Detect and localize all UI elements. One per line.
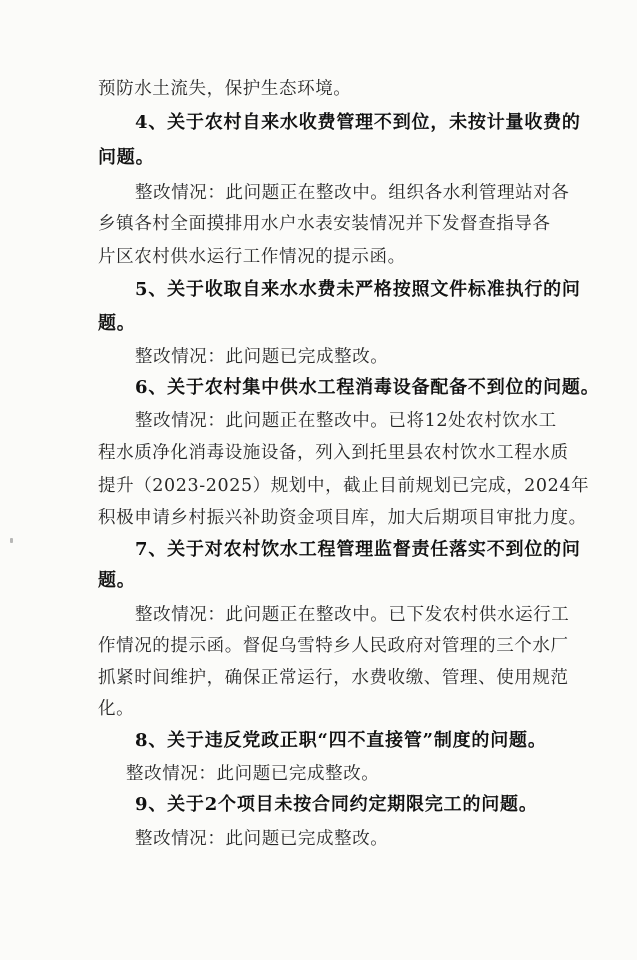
paragraph-line: 程水质净化消毒设施设备，列入到托里县农村饮水工程水质 — [98, 443, 569, 463]
issue-heading-7-cont: 题。 — [98, 570, 136, 591]
paragraph-line: 预防水土流失，保护生态环境。 — [98, 79, 352, 99]
rectification-status: 整改情况：此问题正在整改中。已将12处农村饮水工 — [135, 411, 557, 431]
rectification-status: 整改情况：此问题正在整改中。已下发农村供水运行工 — [135, 605, 570, 625]
rectification-status: 整改情况：此问题已完成整改。 — [126, 764, 380, 784]
rectification-status: 整改情况：此问题已完成整改。 — [135, 829, 389, 849]
issue-heading-4-cont: 问题。 — [98, 147, 155, 168]
paragraph-line: 作情况的提示函。督促乌雪特乡人民政府对管理的三个水厂 — [98, 636, 569, 656]
scan-speck — [10, 538, 13, 543]
issue-heading-4: 4、关于农村自来水收费管理不到位，未按计量收费的 — [135, 112, 581, 133]
rectification-status: 整改情况：此问题已完成整改。 — [135, 347, 389, 367]
issue-heading-6: 6、关于农村集中供水工程消毒设备配备不到位的问题。 — [135, 377, 600, 398]
issue-heading-5: 5、关于收取自来水水费未严格按照文件标准执行的问 — [135, 279, 581, 300]
paragraph-line: 乡镇各村全面摸排用水户水表安装情况并下发督查指导各 — [98, 214, 551, 234]
issue-heading-7: 7、关于对农村饮水工程管理监督责任落实不到位的问 — [135, 539, 581, 560]
issue-heading-9: 9、关于2个项目未按合同约定期限完工的问题。 — [135, 794, 538, 815]
rectification-status: 整改情况：此问题正在整改中。组织各水利管理站对各 — [135, 183, 570, 203]
paragraph-line: 抓紧时间维护，确保正常运行，水费收缴、管理、使用规范 — [98, 668, 569, 688]
issue-heading-8: 8、关于违反党政正职“四不直接管”制度的问题。 — [135, 730, 547, 751]
paragraph-line: 提升（2023-2025）规划中，截止目前规划已完成，2024年 — [98, 476, 590, 496]
paragraph-line: 化。 — [98, 699, 135, 719]
paragraph-line: 片区农村供水运行工作情况的提示函。 — [98, 247, 406, 267]
issue-heading-5-cont: 题。 — [98, 313, 136, 334]
paragraph-line: 积极申请乡村振兴补助资金项目库，加大后期项目审批力度。 — [98, 508, 587, 528]
